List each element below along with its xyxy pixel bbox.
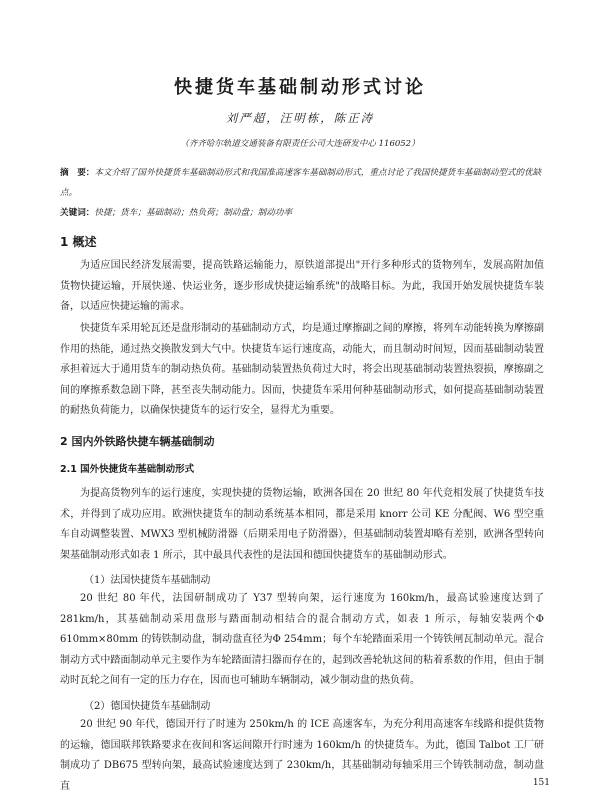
- item-1-text: 20 世纪 80 年代，法国研制成功了 Y37 型转向架，运行速度为 160km/h，最高试验速度达到了 281km/h，其基础制动采用盘形与踏面制动相结合的混合制动方式，如表 1 所示，每轴安装两个Φ 610mm×80mm 的铸铁制动盘，制动盘直径为Φ 254mm；每个车轮踏面采用一个铸铁闸瓦制动单元。混合制动方式中踏面制动单元主要作为车轮踏面清扫器而存在的，起到改善轮轨这间的粘着系数的作用，但由于制动时瓦轮之间有一定的压力存在，因而也可辅助车辆制动，减少制动盘的热负荷。: [60, 593, 544, 686]
- page-number: 151: [532, 778, 550, 788]
- keywords-text: 快捷；货车；基础制动；热负荷；制动盘；制动功率: [94, 208, 293, 218]
- section-1-paragraph-2: 快捷货车采用轮瓦还是盘形制动的基础制动方式，均是通过摩擦副之间的摩擦，将列车动能转换为摩擦副作用的热能，通过热交换散发到大气中。快捷货车运行速度高，动能大，而且制动时间短，因而基础制动装置承担着远大于通用货车的制动热负荷。基础制动装置热负荷过大时，将会出现基础制动装置热裂损，摩擦副之间的摩擦系数急剧下降，甚至丧失制动能力。因而，快捷货车采用何种基础制动形式，如何提高基础制动装置的耐热负荷能力，以确保快捷货车的运行安全，显得尤为重要。: [60, 323, 544, 416]
- abstract-text: 本文介绍了国外快捷货车基础制动形式和我国准高速客车基础制动形式，重点讨论了我国快捷货车基础制动型式的优缺点。: [60, 168, 542, 198]
- abstract-label: 摘 要：: [60, 168, 95, 178]
- keywords: [60, 206, 550, 218]
- item-2-label: （2）德国快捷货车基础制动: [84, 701, 211, 712]
- item-2-text: 20 世纪 90 年代，德国开行了时速为 250km/h 的 ICE 高速客车，为充分利用高速客车线路和提供货物的运输，德国联邦铁路要求在夜间和客运间隙开行时速为 160km/h 的快捷货车。为此，德国 Talbot 工厂研制成功了 DB675 型转向架，最高试验速度达到了 230km/h，其基础制动每轴采用三个铸铁制动盘，制动盘直: [60, 719, 544, 792]
- affiliation: （齐齐哈尔轨道交通装备有限责任公司大连研发中心 116052）: [180, 139, 420, 149]
- paper-title: 快捷货车基础制动形式讨论: [174, 77, 426, 98]
- subsection-2-1-heading: 2.1 国外快捷货车基础制动形式: [60, 464, 195, 475]
- author-list: 刘严超，汪明栋，陈正涛: [225, 111, 375, 125]
- section-1-paragraph-1: 为适应国民经济发展需要，提高铁路运输能力，原铁道部提出"开行多种形式的货物列车，发展高附加值货物快捷运输，开展快递、快运业务，逐步形成快捷运输系统"的战略目标。为此，我国开始发展快捷货车装备，以适应快捷运输的需求。: [60, 260, 544, 312]
- abstract: [60, 163, 550, 203]
- section-2-paragraph-1: 为提高货物列车的运行速度，实现快捷的货物运输，欧洲各国在 20 世纪 80 年代竞相发展了快捷货车技术，并得到了成功应用。欧洲快捷货车的制动系统基本相同，都是采用 knorr 公司 KE 分配阀、W6 型空重车自动调整装置、MWX3 型机械防滑器（后期采用电子防滑器），但基础制动装置却略有差别，欧洲各型转向架基础制动形式如表 1 所示，其中最具代表性的是法国和德国快捷货车的基础制动形式。: [60, 488, 544, 561]
- section-1-heading: 1 概述: [60, 235, 97, 249]
- section-2-heading: 2 国内外铁路快捷车辆基础制动: [60, 435, 215, 448]
- item-1-label: （1）法国快捷货车基础制动: [84, 575, 211, 586]
- keywords-label: 关键词：: [60, 208, 95, 218]
